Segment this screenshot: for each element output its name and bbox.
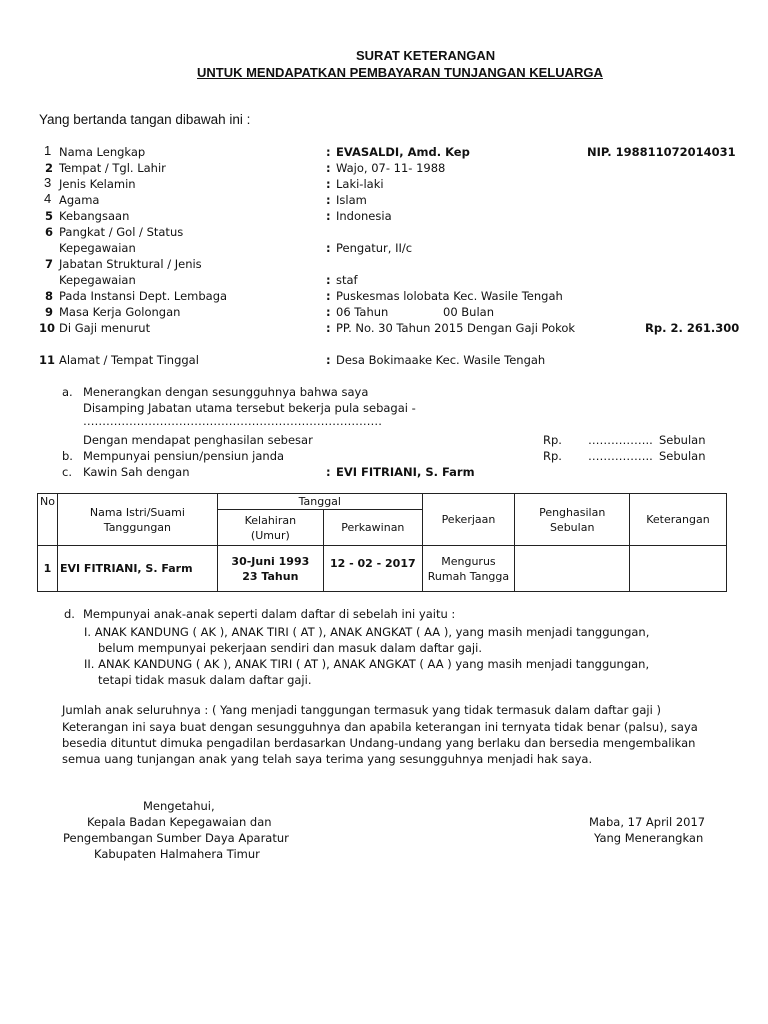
- field-label-agama: Agama: [59, 193, 100, 207]
- td-kelahiran: [217, 546, 323, 592]
- signature-right-place-date: Maba, 17 April 2017: [589, 815, 706, 829]
- table-row: [38, 546, 727, 592]
- section-a-sebulan: Sebulan: [659, 433, 706, 447]
- field-number: 5: [45, 209, 54, 223]
- section-b-marker: b.: [62, 449, 73, 463]
- closing-paragraph-line1: Keterangan ini saya buat dengan sesungguhnya dan apabila keterangan ini ternyata tidak benar (palsu), saya: [62, 720, 698, 734]
- field-value-gaji: PP. No. 30 Tahun 2015 Dengan Gaji Pokok: [336, 321, 576, 335]
- field-colon: :: [326, 305, 331, 319]
- document-title: SURAT KETERANGAN: [356, 48, 496, 63]
- field-label-kelamin: Jenis Kelamin: [59, 177, 136, 191]
- field-number: 4: [44, 191, 52, 206]
- field-label-pangkat: Pangkat / Gol / Status: [59, 225, 184, 239]
- section-b-text: Mempunyai pensiun/pensiun janda: [83, 449, 285, 463]
- document-subtitle: UNTUK MENDAPATKAN PEMBAYARAN TUNJANGAN KELUARGA: [197, 65, 603, 80]
- field-value-agama: Islam: [336, 193, 367, 207]
- section-d-marker: d.: [64, 607, 75, 621]
- section-d-text: Mempunyai anak-anak seperti dalam daftar di sebelah ini yaitu :: [83, 607, 456, 621]
- section-d-item-ii: II. ANAK KANDUNG ( AK ), ANAK TIRI ( AT ), ANAK ANGKAT ( AA ) yang masih menjadi tanggungan,: [84, 657, 650, 671]
- td-penghasilan: [515, 546, 630, 592]
- field-label-alamat: Alamat / Tempat Tinggal: [59, 353, 199, 367]
- section-a-line1: Menerangkan dengan sesungguhnya bahwa saya: [83, 385, 369, 399]
- section-a-line2: Disamping Jabatan utama tersebut bekerja pula sebagai -: [83, 401, 416, 415]
- section-a-amount-dots: ……………..: [588, 433, 653, 447]
- th-pekerjaan: Pekerjaan: [422, 494, 514, 546]
- signature-left-line2: Kepala Badan Kepegawaian dan: [87, 815, 272, 829]
- field-colon: :: [326, 353, 331, 367]
- table-header-row: [38, 494, 727, 510]
- field-colon: :: [326, 161, 331, 175]
- field-value-masa-kerja-bulan: 00 Bulan: [443, 305, 494, 319]
- th-kelahiran: Kelahiran (Umur): [217, 510, 323, 546]
- section-c-spouse-name: EVI FITRIANI, S. Farm: [336, 465, 475, 479]
- field-colon: :: [326, 289, 331, 303]
- field-number: 7: [45, 257, 54, 271]
- signature-left-line1: Mengetahui,: [143, 799, 215, 813]
- td-nama: EVI FITRIANI, S. Farm: [57, 546, 217, 592]
- th-no: No: [38, 494, 58, 546]
- section-b-sebulan: Sebulan: [659, 449, 706, 463]
- th-nama: Nama Istri/Suami Tanggungan: [57, 494, 217, 546]
- field-label-jabatan: Jabatan Struktural / Jenis: [59, 257, 202, 271]
- signature-left-line4: Kabupaten Halmahera Timur: [94, 847, 260, 861]
- field-number: 3: [44, 175, 52, 190]
- field-value-ttl: Wajo, 07- 11- 1988: [336, 161, 446, 175]
- th-keterangan: Keterangan: [630, 494, 727, 546]
- section-a-line4: Dengan mendapat penghasilan sebesar: [83, 433, 313, 447]
- field-number: 9: [45, 305, 54, 319]
- section-a-marker: a.: [62, 385, 73, 399]
- signature-left-line3: Pengembangan Sumber Daya Aparatur: [63, 831, 289, 845]
- td-kelahiran-age: 23 Tahun: [242, 569, 299, 583]
- field-label-ttl: Tempat / Tgl. Lahir: [59, 161, 166, 175]
- field-label-pangkat-cont: Kepegawaian: [59, 241, 136, 255]
- td-no: 1: [38, 546, 58, 592]
- jumlah-anak-text: Jumlah anak seluruhnya : ( Yang menjadi tanggungan termasuk yang tidak termasuk dalam daftar gaji ): [62, 703, 661, 717]
- td-perkawinan: 12 - 02 - 2017: [323, 546, 422, 592]
- closing-paragraph-line2: besedia dituntut dimuka pengadilan berdasarkan Undang-undang yang berlaku dan bersedia mengembalikan: [62, 736, 696, 750]
- field-colon: :: [326, 193, 331, 207]
- field-number: 6: [45, 225, 54, 239]
- field-colon: :: [326, 273, 331, 287]
- field-number: 11: [39, 353, 56, 367]
- field-colon: :: [326, 241, 331, 255]
- field-value-nama: EVASALDI, Amd. Kep: [336, 145, 470, 159]
- td-kelahiran-date: 30-Juni 1993: [231, 554, 310, 568]
- td-keterangan: [630, 546, 727, 592]
- field-value-instansi: Puskesmas lolobata Kec. Wasile Tengah: [336, 289, 563, 303]
- section-c-text: Kawin Sah dengan: [83, 465, 190, 479]
- td-pekerjaan-line2: Rumah Tangga: [427, 569, 510, 583]
- field-nip: NIP. 198811072014031: [587, 145, 736, 159]
- field-label-kebangsaan: Kebangsaan: [59, 209, 130, 223]
- field-number: 10: [39, 321, 56, 335]
- dependents-table: [37, 493, 727, 592]
- section-c-marker: c.: [62, 465, 72, 479]
- field-label-nama: Nama Lengkap: [59, 145, 146, 159]
- field-number: 8: [45, 289, 54, 303]
- section-d-item-i: I. ANAK KANDUNG ( AK ), ANAK TIRI ( AT ), ANAK ANGKAT ( AA ), yang masih menjadi tanggungan,: [84, 625, 650, 639]
- field-colon: :: [326, 321, 331, 335]
- intro-text: Yang bertanda tangan dibawah ini :: [39, 112, 251, 127]
- td-pekerjaan-line1: Mengurus: [441, 554, 496, 568]
- field-value-alamat: Desa Bokimaake Kec. Wasile Tengah: [336, 353, 546, 367]
- field-value-kelamin: Laki-laki: [336, 177, 384, 191]
- section-a-rp: Rp.: [543, 433, 562, 447]
- section-b-rp: Rp.: [543, 449, 562, 463]
- field-label-jabatan-cont: Kepegawaian: [59, 273, 136, 287]
- field-value-kebangsaan: Indonesia: [336, 209, 392, 223]
- section-c-colon: :: [326, 465, 331, 479]
- section-d-item-ii-cont: tetapi tidak masuk dalam daftar gaji.: [98, 673, 312, 687]
- field-value-masa-kerja-tahun: 06 Tahun: [336, 305, 389, 319]
- field-colon: :: [326, 145, 331, 159]
- closing-paragraph-line3: semua uang tunjangan anak yang telah saya terima yang sesungguhnya menjadi hak saya.: [62, 752, 593, 766]
- th-perkawinan: Perkawinan: [323, 510, 422, 546]
- td-pekerjaan: [422, 546, 514, 592]
- field-colon: :: [326, 209, 331, 223]
- field-number: 1: [44, 143, 52, 158]
- th-tanggal: Tanggal: [217, 494, 422, 510]
- field-label-masa-kerja: Masa Kerja Golongan: [59, 305, 181, 319]
- section-b-amount-dots: ……………..: [588, 449, 653, 463]
- field-value-pangkat: Pengatur, II/c: [336, 241, 413, 255]
- field-number: 2: [45, 161, 54, 175]
- field-value-jabatan: staf: [336, 273, 358, 287]
- field-colon: :: [326, 177, 331, 191]
- section-d-item-i-cont: belum mempunyai pekerjaan sendiri dan masuk dalam daftar gaji.: [98, 641, 482, 655]
- field-label-gaji: Di Gaji menurut: [59, 321, 151, 335]
- signature-right-role: Yang Menerangkan: [594, 831, 704, 845]
- section-a-dots: ……………………………………………………………………: [83, 414, 382, 428]
- field-label-instansi: Pada Instansi Dept. Lembaga: [59, 289, 228, 303]
- field-gaji-amount: Rp. 2. 261.300: [645, 321, 740, 335]
- th-penghasilan: Penghasilan Sebulan: [515, 494, 630, 546]
